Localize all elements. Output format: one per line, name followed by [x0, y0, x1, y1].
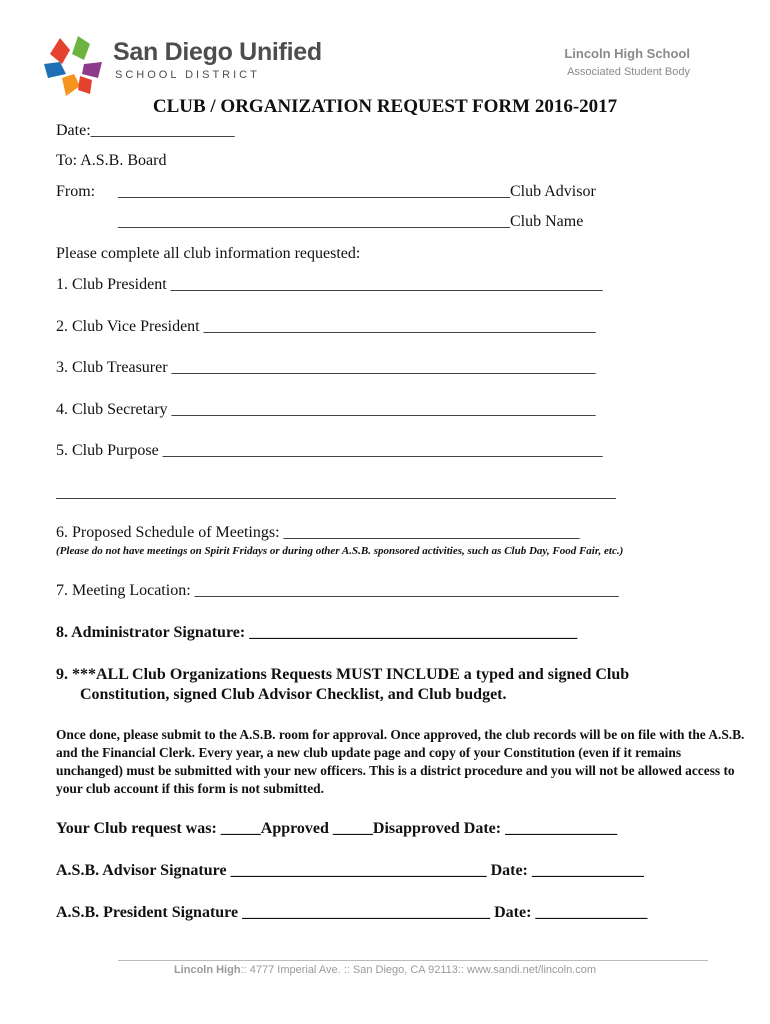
request-decision-field[interactable]: Your Club request was: _____Approved _____Disapproved Date: ______________ [56, 820, 618, 837]
footer-school-name: Lincoln High [173, 964, 241, 976]
district-subtitle: SCHOOL DISTRICT [115, 69, 260, 81]
club-name-field[interactable]: _________________________________________________Club Name [118, 213, 584, 230]
instruction-text: Please complete all club information requested: [56, 245, 361, 262]
schedule-note: (Please do not have meetings on Spirit Fridays or during other A.S.B. sponsored activities, such as Club Day, Food Fair, etc.) [56, 545, 624, 557]
footer [0, 964, 770, 976]
meeting-schedule-field[interactable]: 6. Proposed Schedule of Meetings: _____________________________________ [56, 524, 580, 541]
submission-instructions: Once done, please submit to the A.S.B. room for approval. Once approved, the club records will be on file with the A.S.B. and the Financial Clerk. Every year, a new club update page and copy of your Constitution (even if it remains unchanged) must be submitted with your new officers. This is a district procedure and you will not be allowed access to your club account if this form is not submitted. [56, 727, 745, 796]
club-purpose-continued-field[interactable]: ______________________________________________________________________ [56, 484, 616, 501]
to-line: To: A.S.B. Board [56, 152, 167, 169]
district-name: San Diego Unified [113, 38, 322, 66]
footer-address: :: 4777 Imperial Ave. :: San Diego, CA 92113:: www.sandi.net/lincoln.com [240, 964, 597, 976]
meeting-location-field[interactable]: 7. Meeting Location: _____________________________________________________ [56, 582, 619, 599]
from-label: From: [56, 183, 96, 200]
school-name: Lincoln High School [564, 46, 690, 61]
club-vice-president-field[interactable]: 2. Club Vice President _________________________________________________ [56, 318, 596, 335]
club-secretary-field[interactable]: 4. Club Secretary _____________________________________________________ [56, 401, 596, 418]
requirement-line-1: 9. ***ALL Club Organizations Requests MUST INCLUDE a typed and signed Club [56, 666, 630, 683]
president-signature-field[interactable]: A.S.B. President Signature _______________________________ Date: ______________ [56, 904, 648, 921]
form-title: CLUB / ORGANIZATION REQUEST FORM 2016-2017 [152, 96, 618, 117]
club-president-field[interactable]: 1. Club President ______________________________________________________ [56, 276, 603, 293]
club-treasurer-field[interactable]: 3. Club Treasurer _____________________________________________________ [56, 359, 596, 376]
administrator-signature-field[interactable]: 8. Administrator Signature: _________________________________________ [56, 624, 578, 641]
district-logo-icon [40, 34, 106, 100]
requirement-line-2: Constitution, signed Club Advisor Checklist, and Club budget. [80, 686, 507, 703]
club-purpose-field[interactable]: 5. Club Purpose _______________________________________________________ [56, 442, 603, 459]
club-advisor-field[interactable]: _________________________________________________Club Advisor [118, 183, 596, 200]
footer-divider [118, 960, 708, 961]
date-field[interactable]: Date:__________________ [56, 122, 235, 139]
advisor-signature-field[interactable]: A.S.B. Advisor Signature ________________________________ Date: ______________ [56, 862, 644, 879]
school-body: Associated Student Body [567, 66, 690, 78]
school-block [564, 46, 690, 78]
